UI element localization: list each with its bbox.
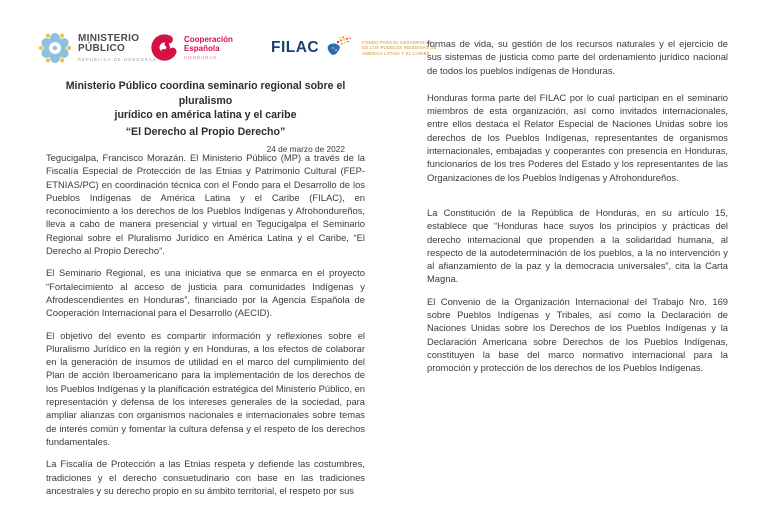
right-column [427,37,728,384]
paragraph: formas de vida, su gestión de los recursos naturales y el ejercicio de sus sistemas de justicia como parte del ordenamiento jurídico nacional de todos los pueblos indígenas de Honduras. [427,38,728,76]
paragraph: El Convenio de la Organización Internacional del Trabajo Nro. 169 sobre Pueblos Indígenas y Tribales, así como la Declaración de Naciones Unidas sobre los Derechos de los Pueblos Indígenas y la Declaración Americana sobre Derechos de los Pueblos Indígenas, constituyen la base del marco normativo internacional para la promoción y protección de los derechos de los Pueblos Indígenas. [427,295,728,374]
paragraph: Tegucigalpa, Francisco Morazán. El Ministerio Público (MP) a través de la Fiscalía Especial de Protección de las Etnias y Patrimonio Cultural (FEP-ETNIAS/PC) en coordinación técnica con el Fondo para el Desarrollo de los Pueblos Indígenas de América Latina y el Caribe (FILAC), en reconocimiento a los derechos de los Pueblos Indígenas y Afrohondureños, lleva a cabo de manera presencial y virtual en Tegucigalpa el Seminario Regional sobre el Pluralismo Jurídico en América Latina y el Caribe, “El Derecho al Propio Derecho”. [46,152,365,257]
ce-subtitle: HONDURAS [184,55,218,60]
paragraph: La Fiscalía de Protección a las Etnias respeta y defiende las costumbres, tradiciones y el derecho consuetudinario con base en las tradiciones ancestrales y su derecho propio en su ámbito territorial, el respeto por sus [46,458,365,496]
ce-name-line2: Española [184,44,220,53]
filac-tagline-line3: AMÉRICA LATINA Y EL CARIBE [362,50,430,56]
title-block [46,79,365,154]
mp-name-line1: MINISTERIO [78,32,140,44]
filac-tagline-line2: DE LOS PUEBLOS INDÍGENAS DE [362,45,437,51]
paragraph: Honduras forma parte del FILAC por lo cual participan en el seminario miembros de esta organización, así como invitados internacionales, entre ellos destaca el Relator Especial de Naciones Unidas sobre los derechos de los Pueblos Indígenas, representantes de organismos internacionales, embajadas y cooperantes con presencia en Honduras, funcionarios de los tres Poderes del Estado y los representantes de las Organizaciones de los Pueblos Indígenas y Afrohondureños. [427,91,728,183]
filac-map-icon [324,36,354,60]
filac-acronym: FILAC [271,39,320,56]
ministerio-publico-logo [37,30,157,66]
page-title-line2: jurídico en américa latina y el caribe [114,109,297,121]
ce-name-line1: Cooperación [184,35,233,44]
filac-tagline-line1: FONDO PARA EL DESARROLLO [362,39,432,45]
left-column [46,151,365,506]
ministerio-publico-emblem-icon [37,30,73,66]
page-subtitle: “El Derecho al Propio Derecho” [125,125,286,138]
filac-logo [271,36,437,60]
cooperacion-espanola-c-icon [150,33,179,62]
cooperacion-espanola-logo [150,33,233,62]
page-title-line1: Ministerio Público coordina seminario regional sobre el pluralismo [65,80,346,107]
paragraph: La Constitución de la República de Honduras, en su artículo 15, establece que “Honduras hace suyos los principios y prácticas del derecho internacional que propenden a la solidaridad humana, al respecto de la autodeterminación de los pueblos, a la no intervención y al afianzamiento de la paz y la democracia universales”, cita la Carta Magna. [427,206,728,285]
paragraph: El objetivo del evento es compartir información y reflexiones sobre el Pluralismo Jurídico en la región y en Honduras, a los efectos de colaborar en la generación de insumos de utilidad en el marco del cumplimiento del Plan de acción Iberoamericano para la implementación de los derechos de los Pueblos Indígenas y la planificación estratégica del Ministerio Público, en representación y defensa de los intereses generales de la sociedad, para ampliar alianzas con organismos nacionales e internacionales sobre temas de interés común y fomentar la cultura defensa y el respeto de los derechos fundamentales. [46,329,365,447]
mp-subtitle: REPÚBLICA DE HONDURAS [78,57,157,63]
mp-name-line2: PÚBLICO [78,43,126,55]
document-date: 24 de marzo de 2022 [266,143,345,154]
paragraph: El Seminario Regional, es una iniciativa que se enmarca en el proyecto “Fortalecimiento al acceso de justicia para comunidades Indígenas y Afrodescendientes en Honduras”, financiado por la Agencia Española de Cooperación Internacional para el Desarrollo (AECID). [46,267,365,319]
